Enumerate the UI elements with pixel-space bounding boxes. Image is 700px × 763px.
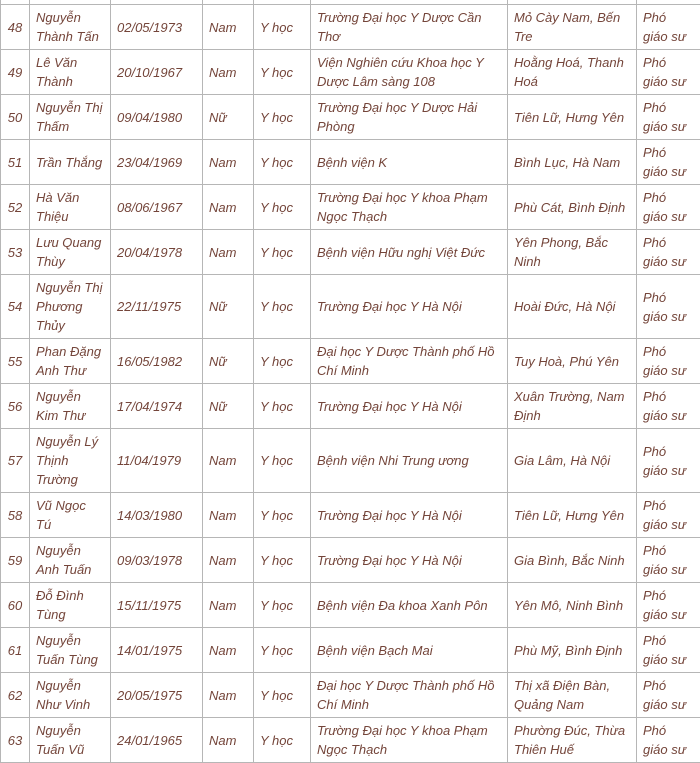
cell-name: Phan Đặng Anh Thư bbox=[30, 339, 111, 384]
cell-institution: Trường Đại học Y khoa Phạm Ngọc Thạch bbox=[311, 718, 508, 763]
table-row bbox=[1, 718, 700, 763]
cell-field: Y học bbox=[254, 673, 311, 718]
cell-gender: Nam bbox=[203, 583, 254, 628]
cell-name: Nguyễn Kim Thư bbox=[30, 384, 111, 429]
cell-stt: 57 bbox=[1, 429, 30, 493]
cell-field: Y học bbox=[254, 95, 311, 140]
cell-hometown: Thị xã Điện Bàn, Quảng Nam bbox=[508, 673, 637, 718]
cell-institution: Bệnh viện Bạch Mai bbox=[311, 628, 508, 673]
cell-title: Phó giáo sư bbox=[637, 628, 700, 673]
cell-title: Phó giáo sư bbox=[637, 5, 700, 50]
cell-stt: 50 bbox=[1, 95, 30, 140]
table-row bbox=[1, 50, 700, 95]
cell-hometown: Hoằng Hoá, Thanh Hoá bbox=[508, 50, 637, 95]
cell-stt: 52 bbox=[1, 185, 30, 230]
cell-dob: 17/04/1974 bbox=[111, 384, 203, 429]
cell-dob: 11/04/1979 bbox=[111, 429, 203, 493]
cell-title: Phó giáo sư bbox=[637, 185, 700, 230]
cell-title: Phó giáo sư bbox=[637, 673, 700, 718]
cell-dob: 20/04/1978 bbox=[111, 230, 203, 275]
cell-title: Phó giáo sư bbox=[637, 718, 700, 763]
cell-name: Vũ Ngọc Tú bbox=[30, 493, 111, 538]
table-row bbox=[1, 628, 700, 673]
cell-title: Phó giáo sư bbox=[637, 230, 700, 275]
cell-name: Đỗ Đình Tùng bbox=[30, 583, 111, 628]
cell-stt: 48 bbox=[1, 5, 30, 50]
table-row bbox=[1, 538, 700, 583]
table-row bbox=[1, 339, 700, 384]
cell-field: Y học bbox=[254, 339, 311, 384]
cell-institution: Đại học Y Dược Thành phố Hồ Chí Minh bbox=[311, 673, 508, 718]
cell-stt: 54 bbox=[1, 275, 30, 339]
cell-dob: 09/04/1980 bbox=[111, 95, 203, 140]
cell-hometown: Gia Lâm, Hà Nội bbox=[508, 429, 637, 493]
cell-name: Nguyễn Thành Tấn bbox=[30, 5, 111, 50]
cell-dob: 16/05/1982 bbox=[111, 339, 203, 384]
table-row bbox=[1, 95, 700, 140]
cell-title: Phó giáo sư bbox=[637, 339, 700, 384]
cell-dob: 14/03/1980 bbox=[111, 493, 203, 538]
cell-stt: 56 bbox=[1, 384, 30, 429]
cell-field: Y học bbox=[254, 718, 311, 763]
cell-name: Nguyễn Tuấn Tùng bbox=[30, 628, 111, 673]
table-row bbox=[1, 275, 700, 339]
cell-hometown: Phù Mỹ, Bình Định bbox=[508, 628, 637, 673]
cell-gender: Nam bbox=[203, 538, 254, 583]
table-row bbox=[1, 140, 700, 185]
cell-gender: Nam bbox=[203, 673, 254, 718]
cell-institution: Bệnh viện Đa khoa Xanh Pôn bbox=[311, 583, 508, 628]
cell-gender: Nam bbox=[203, 230, 254, 275]
cell-name: Nguyễn Anh Tuấn bbox=[30, 538, 111, 583]
cell-name: Nguyễn Như Vinh bbox=[30, 673, 111, 718]
cell-hometown: Gia Bình, Bắc Ninh bbox=[508, 538, 637, 583]
cell-field: Y học bbox=[254, 384, 311, 429]
cell-title: Phó giáo sư bbox=[637, 95, 700, 140]
cell-gender: Nữ bbox=[203, 275, 254, 339]
cell-name: Nguyễn Lý Thịnh Trường bbox=[30, 429, 111, 493]
cell-hometown: Phù Cát, Bình Định bbox=[508, 185, 637, 230]
cell-name: Hà Văn Thiệu bbox=[30, 185, 111, 230]
cell-field: Y học bbox=[254, 429, 311, 493]
cell-name: Trần Thắng bbox=[30, 140, 111, 185]
cell-field: Y học bbox=[254, 140, 311, 185]
cell-gender: Nam bbox=[203, 493, 254, 538]
cell-title: Phó giáo sư bbox=[637, 275, 700, 339]
cell-gender: Nữ bbox=[203, 384, 254, 429]
cell-name: Lê Văn Thành bbox=[30, 50, 111, 95]
cell-institution: Bệnh viện Hữu nghị Việt Đức bbox=[311, 230, 508, 275]
cell-hometown: Bình Lục, Hà Nam bbox=[508, 140, 637, 185]
cell-institution: Viện Nghiên cứu Khoa học Y Dược Lâm sàng 108 bbox=[311, 50, 508, 95]
cell-gender: Nam bbox=[203, 5, 254, 50]
cell-institution: Trường Đại học Y Dược Cần Thơ bbox=[311, 5, 508, 50]
cell-gender: Nữ bbox=[203, 339, 254, 384]
cell-dob: 20/05/1975 bbox=[111, 673, 203, 718]
cell-field: Y học bbox=[254, 583, 311, 628]
cell-stt: 62 bbox=[1, 673, 30, 718]
cell-hometown: Xuân Trường, Nam Định bbox=[508, 384, 637, 429]
cell-hometown: Tuy Hoà, Phú Yên bbox=[508, 339, 637, 384]
cell-gender: Nữ bbox=[203, 95, 254, 140]
cell-name: Nguyễn Tuấn Vũ bbox=[30, 718, 111, 763]
cell-dob: 23/04/1969 bbox=[111, 140, 203, 185]
table-row bbox=[1, 5, 700, 50]
cell-field: Y học bbox=[254, 538, 311, 583]
cell-stt: 60 bbox=[1, 583, 30, 628]
cell-title: Phó giáo sư bbox=[637, 140, 700, 185]
cell-name: Nguyễn Thị Thấm bbox=[30, 95, 111, 140]
table-row bbox=[1, 185, 700, 230]
cell-name: Lưu Quang Thùy bbox=[30, 230, 111, 275]
cell-stt: 53 bbox=[1, 230, 30, 275]
cell-field: Y học bbox=[254, 628, 311, 673]
cell-gender: Nam bbox=[203, 429, 254, 493]
cell-hometown: Phường Đúc, Thừa Thiên Huế bbox=[508, 718, 637, 763]
cell-title: Phó giáo sư bbox=[637, 384, 700, 429]
table-row bbox=[1, 384, 700, 429]
cell-institution: Trường Đại học Y Hà Nội bbox=[311, 275, 508, 339]
cell-dob: 22/11/1975 bbox=[111, 275, 203, 339]
cell-title: Phó giáo sư bbox=[637, 429, 700, 493]
cell-hometown: Yên Mô, Ninh Bình bbox=[508, 583, 637, 628]
cell-field: Y học bbox=[254, 230, 311, 275]
table-row bbox=[1, 429, 700, 493]
cell-gender: Nam bbox=[203, 628, 254, 673]
cell-hometown: Mỏ Cày Nam, Bến Tre bbox=[508, 5, 637, 50]
cell-hometown: Tiên Lữ, Hưng Yên bbox=[508, 95, 637, 140]
cell-title: Phó giáo sư bbox=[637, 538, 700, 583]
cell-name: Nguyễn Thị Phương Thủy bbox=[30, 275, 111, 339]
cell-hometown: Yên Phong, Bắc Ninh bbox=[508, 230, 637, 275]
cell-stt: 51 bbox=[1, 140, 30, 185]
cell-stt: 55 bbox=[1, 339, 30, 384]
cell-dob: 20/10/1967 bbox=[111, 50, 203, 95]
cell-hometown: Tiên Lữ, Hưng Yên bbox=[508, 493, 637, 538]
cell-stt: 61 bbox=[1, 628, 30, 673]
cell-title: Phó giáo sư bbox=[637, 50, 700, 95]
cell-institution: Đại học Y Dược Thành phố Hồ Chí Minh bbox=[311, 339, 508, 384]
cell-dob: 15/11/1975 bbox=[111, 583, 203, 628]
cell-gender: Nam bbox=[203, 185, 254, 230]
cell-dob: 14/01/1975 bbox=[111, 628, 203, 673]
cell-field: Y học bbox=[254, 5, 311, 50]
cell-dob: 02/05/1973 bbox=[111, 5, 203, 50]
cell-institution: Trường Đại học Y Hà Nội bbox=[311, 384, 508, 429]
table-body bbox=[1, 0, 700, 763]
table-row bbox=[1, 493, 700, 538]
cell-field: Y học bbox=[254, 50, 311, 95]
cell-gender: Nam bbox=[203, 50, 254, 95]
cell-stt: 59 bbox=[1, 538, 30, 583]
cell-field: Y học bbox=[254, 185, 311, 230]
cell-institution: Bệnh viện Nhi Trung ương bbox=[311, 429, 508, 493]
cell-stt: 49 bbox=[1, 50, 30, 95]
cell-title: Phó giáo sư bbox=[637, 583, 700, 628]
cell-institution: Trường Đại học Y Hà Nội bbox=[311, 538, 508, 583]
cell-dob: 09/03/1978 bbox=[111, 538, 203, 583]
cell-institution: Bệnh viện K bbox=[311, 140, 508, 185]
cell-field: Y học bbox=[254, 275, 311, 339]
cell-institution: Trường Đại học Y Hà Nội bbox=[311, 493, 508, 538]
cell-stt: 58 bbox=[1, 493, 30, 538]
cell-gender: Nam bbox=[203, 718, 254, 763]
cell-stt: 63 bbox=[1, 718, 30, 763]
cell-hometown: Hoài Đức, Hà Nội bbox=[508, 275, 637, 339]
table-row bbox=[1, 673, 700, 718]
cell-gender: Nam bbox=[203, 140, 254, 185]
table-row bbox=[1, 230, 700, 275]
cell-field: Y học bbox=[254, 493, 311, 538]
cell-dob: 08/06/1967 bbox=[111, 185, 203, 230]
cell-title: Phó giáo sư bbox=[637, 493, 700, 538]
cell-institution: Trường Đại học Y Dược Hải Phòng bbox=[311, 95, 508, 140]
table-row bbox=[1, 583, 700, 628]
cell-institution: Trường Đại học Y khoa Phạm Ngọc Thạch bbox=[311, 185, 508, 230]
cell-dob: 24/01/1965 bbox=[111, 718, 203, 763]
